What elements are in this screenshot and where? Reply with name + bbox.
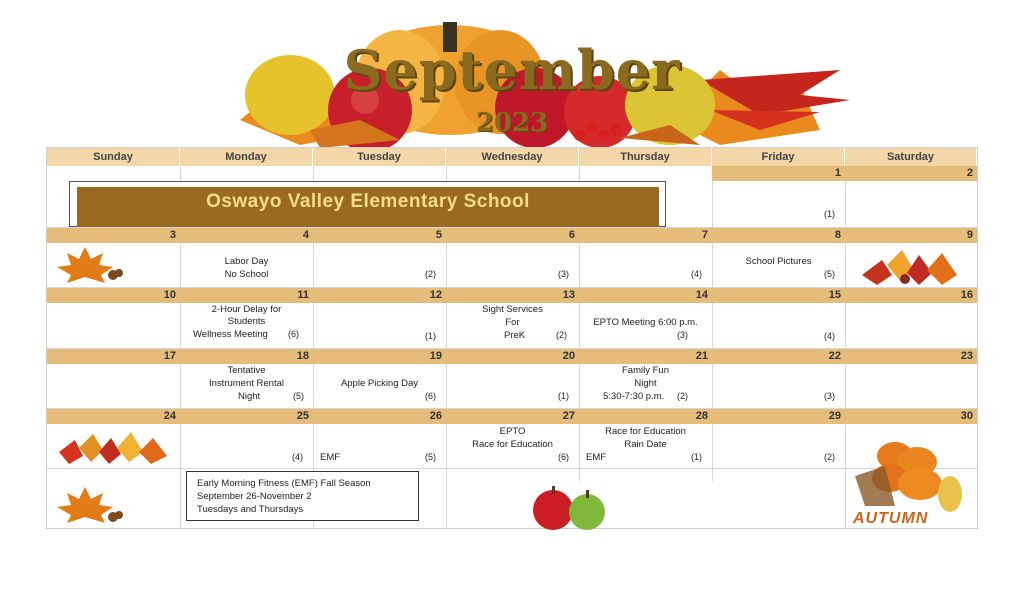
event-text: 2-Hour Delay for	[211, 304, 282, 315]
event-count: (4)	[292, 452, 303, 462]
calendar-year-title: 2023	[475, 108, 549, 138]
weekday-tuesday: Tuesday	[313, 148, 446, 166]
event-count: (4)	[691, 269, 702, 279]
event-text: Tentative	[227, 365, 266, 376]
day-number: 13	[446, 288, 579, 303]
event-count: (6)	[425, 391, 436, 401]
weekday-wednesday: Wednesday	[446, 148, 579, 166]
event-count: (3)	[677, 330, 688, 340]
day-number: 19	[313, 349, 446, 364]
day-number: 22	[712, 349, 845, 364]
day-number: 3	[47, 228, 180, 243]
day-number: 18	[180, 349, 313, 364]
maple-leaf-icon	[55, 245, 125, 285]
school-name-banner	[69, 181, 666, 227]
column-divider	[712, 148, 713, 481]
event-count: (4)	[824, 331, 835, 341]
apples-icon	[529, 484, 613, 530]
weekday-thursday: Thursday	[579, 148, 712, 166]
day-number: 9	[845, 228, 977, 243]
day-number: 17	[47, 349, 180, 364]
event-text: Race for Education	[605, 426, 686, 437]
day-number: 8	[712, 228, 845, 243]
day-number: 30	[845, 409, 977, 424]
event-text: Instrument Rental	[209, 378, 284, 389]
emf-notice-box	[186, 471, 419, 521]
row-divider	[47, 468, 977, 469]
event-text: No School	[224, 269, 269, 280]
day-number: 24	[47, 409, 180, 424]
day-number: 10	[47, 288, 180, 303]
event-text: Apple Picking Day	[340, 378, 419, 389]
event-count: (1)	[824, 209, 835, 219]
weekday-friday: Friday	[712, 148, 845, 166]
day-number: 25	[180, 409, 313, 424]
event-count: (6)	[558, 452, 569, 462]
week-2-daybar	[47, 228, 977, 243]
day-number: 1	[712, 166, 845, 181]
event-text: Family Fun	[622, 365, 669, 376]
event-text: School Pictures	[745, 256, 812, 267]
event-count: (3)	[558, 269, 569, 279]
event-text: Students	[227, 316, 266, 327]
day-number: 27	[446, 409, 579, 424]
week-5-daybar	[47, 409, 977, 424]
autumn-label: AUTUMN	[853, 510, 929, 527]
event-text: Night	[634, 378, 657, 389]
day-number: 4	[180, 228, 313, 243]
event-count: (2)	[425, 269, 436, 279]
event-count: (2)	[677, 391, 688, 401]
week-1-daybar	[47, 166, 977, 181]
day-number: 16	[845, 288, 977, 303]
school-name: Oswayo Valley Elementary School	[77, 187, 659, 229]
event-text: EPTO	[499, 426, 526, 437]
day-number: 11	[180, 288, 313, 303]
weekday-sunday: Sunday	[47, 148, 180, 166]
event-text: EMF	[586, 452, 607, 463]
event-text: Wellness Meeting	[193, 329, 268, 340]
week-3-daybar	[47, 288, 977, 303]
event-count: (2)	[556, 330, 567, 340]
autumn-leaves-icon	[857, 245, 962, 289]
calendar-month-title: September	[343, 38, 681, 102]
event-text: Race for Education	[472, 439, 553, 450]
event-text: PreK	[504, 330, 526, 341]
weekday-header	[47, 148, 977, 166]
day-number: 14	[579, 288, 712, 303]
day-number: 7	[579, 228, 712, 243]
day-number: 28	[579, 409, 712, 424]
event-text: 5:30-7:30 p.m.	[603, 391, 665, 402]
week-4-daybar	[47, 349, 977, 364]
event-count: (1)	[558, 391, 569, 401]
event-text: Night	[238, 391, 261, 402]
day-number: 26	[313, 409, 446, 424]
event-text: Rain Date	[624, 439, 667, 450]
day-number: 15	[712, 288, 845, 303]
event-text: For	[505, 317, 520, 328]
event-count: (1)	[691, 452, 702, 462]
day-number: 21	[579, 349, 712, 364]
event-text: EMF	[320, 452, 341, 463]
calendar-grid	[46, 147, 978, 529]
maple-leaf-icon	[55, 485, 125, 527]
emf-note-line: Early Morning Fitness (EMF) Fall Season	[197, 478, 371, 489]
day-number: 20	[446, 349, 579, 364]
event-text: Sight Services	[482, 304, 543, 315]
day-number: 29	[712, 409, 845, 424]
event-text: EPTO Meeting 6:00 p.m.	[593, 317, 698, 328]
event-count: (5)	[824, 269, 835, 279]
event-count: (5)	[293, 391, 304, 401]
day-number: 23	[845, 349, 977, 364]
day-number: 5	[313, 228, 446, 243]
day-number: 12	[313, 288, 446, 303]
day-number: 2	[845, 166, 977, 181]
emf-note-line: September 26-November 2	[197, 491, 312, 502]
event-count: (2)	[824, 452, 835, 462]
emf-note-line: Tuesdays and Thursdays	[197, 504, 304, 515]
column-divider	[845, 148, 846, 530]
event-count: (5)	[425, 452, 436, 462]
event-count: (1)	[425, 331, 436, 341]
day-number: 6	[446, 228, 579, 243]
event-count: (6)	[288, 329, 299, 339]
weekday-monday: Monday	[180, 148, 313, 166]
autumn-leaves-icon	[55, 428, 173, 468]
event-text: Labor Day	[224, 256, 269, 267]
weekday-saturday: Saturday	[845, 148, 977, 166]
event-count: (3)	[824, 391, 835, 401]
